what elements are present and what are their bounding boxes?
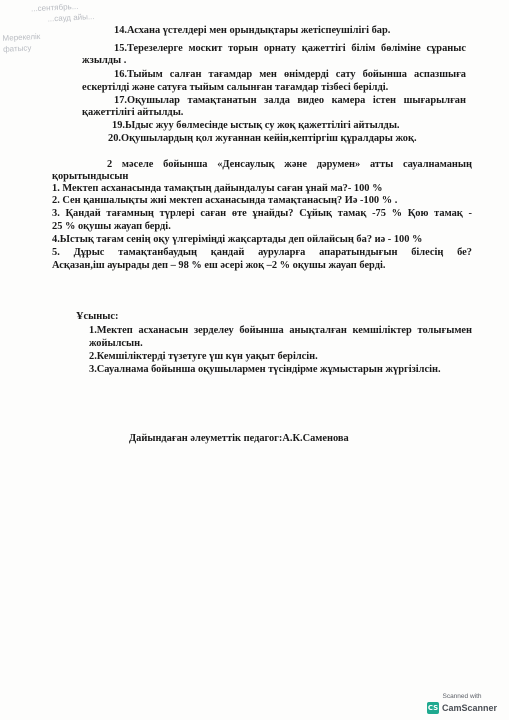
item-17-line1: 17.Оқушылар тамақтанатын залда видео камера істен шығарылған [114, 95, 466, 106]
survey-heading-line1: 2 мәселе бойынша «Денсаулық және дәрумен» атты сауалнаманың [107, 159, 472, 170]
proposal-1-line1: 1.Мектеп асханасын зерделеу бойынша анықталған кемшіліктер толығымен [89, 325, 472, 336]
camscanner-logo-icon: CS [427, 704, 439, 712]
camscanner-watermark [427, 693, 497, 714]
item-19: 19.Ыдыс жуу бөлмесінде ыстық су жоқ қажеттілігі айтылды. [112, 120, 400, 131]
item-16-line1: 16.Тыйым салған тағамдар мен өнімдерді сату бойынша аспазшыға [114, 69, 466, 80]
bleed-line: Мерекелік [2, 31, 41, 43]
bleed-line: ...сауд айы... [47, 12, 95, 24]
proposals-heading: Ұсыныс: [76, 311, 119, 322]
survey-question-1: 1. Мектеп асханасында тамақтың дайындалуы саған ұнай ма?- 100 % [52, 183, 383, 194]
proposal-2: 2.Кемшіліктерді түзетуге үш күн уақыт берілсін. [89, 351, 318, 362]
item-17-line2: қажеттілігі айтылды. [82, 107, 184, 118]
signature-line: Дайындаған әлеуметтік педагог:А.К.Саменова [129, 433, 349, 444]
survey-question-3-line1: 3. Қандай тағамның түрлері саған өте ұнайды? Сұйық тамақ -75 % Қою тамақ - [52, 208, 472, 219]
proposal-1-line2: жойылсын. [89, 338, 143, 349]
survey-heading-line2: қорытындысын [52, 171, 129, 182]
bleed-line: ...сентябрь... [30, 1, 79, 14]
proposal-3: 3.Сауалнама бойынша оқушылармен түсіндірме жұмыстарын жүргізілсін. [89, 364, 441, 375]
survey-question-5-line1: 5. Дұрыс тамақтанбаудың қандай ауруларға апаратындығын білесің бе? [52, 247, 472, 258]
survey-question-4: 4.Ыстық тағам сенің оқу үлгеріміңді жақсартады деп ойлайсың ба? иә - 100 % [52, 234, 423, 245]
bleed-line: фатысу [2, 43, 32, 54]
survey-question-2: 2. Сен қаншалықты жиі мектеп асханасында тамақтанасың? Иә -100 % . [52, 195, 398, 206]
scanned-with-label: Scanned with [442, 693, 482, 700]
bleed-through-text [1, 0, 113, 55]
item-16-line2: ескертілді және сатуға тыйым салынған тағамдар тізбесі берілді. [82, 82, 389, 93]
camscanner-brand [427, 702, 497, 714]
item-14: 14.Асхана үстелдері мен орындықтары жетіспеушілігі бар. [114, 25, 391, 36]
item-15-line1: 15.Терезелерге москит торын орнату қажеттігі білім бөліміне сұраныс [114, 43, 466, 54]
survey-question-5-line2: Асқазан,іш ауырады деп – 98 % еш әсері жоқ –2 % оқушы жауап берді. [52, 260, 386, 271]
survey-question-3-line2: 25 % оқушы жауап берді. [52, 221, 171, 232]
camscanner-brand-name: CamScanner [441, 703, 497, 713]
item-20: 20.Оқушылардың қол жуғаннан кейін,кептіргіш құралдары жоқ. [108, 133, 417, 144]
item-15-line2: жзылды . [82, 55, 127, 66]
